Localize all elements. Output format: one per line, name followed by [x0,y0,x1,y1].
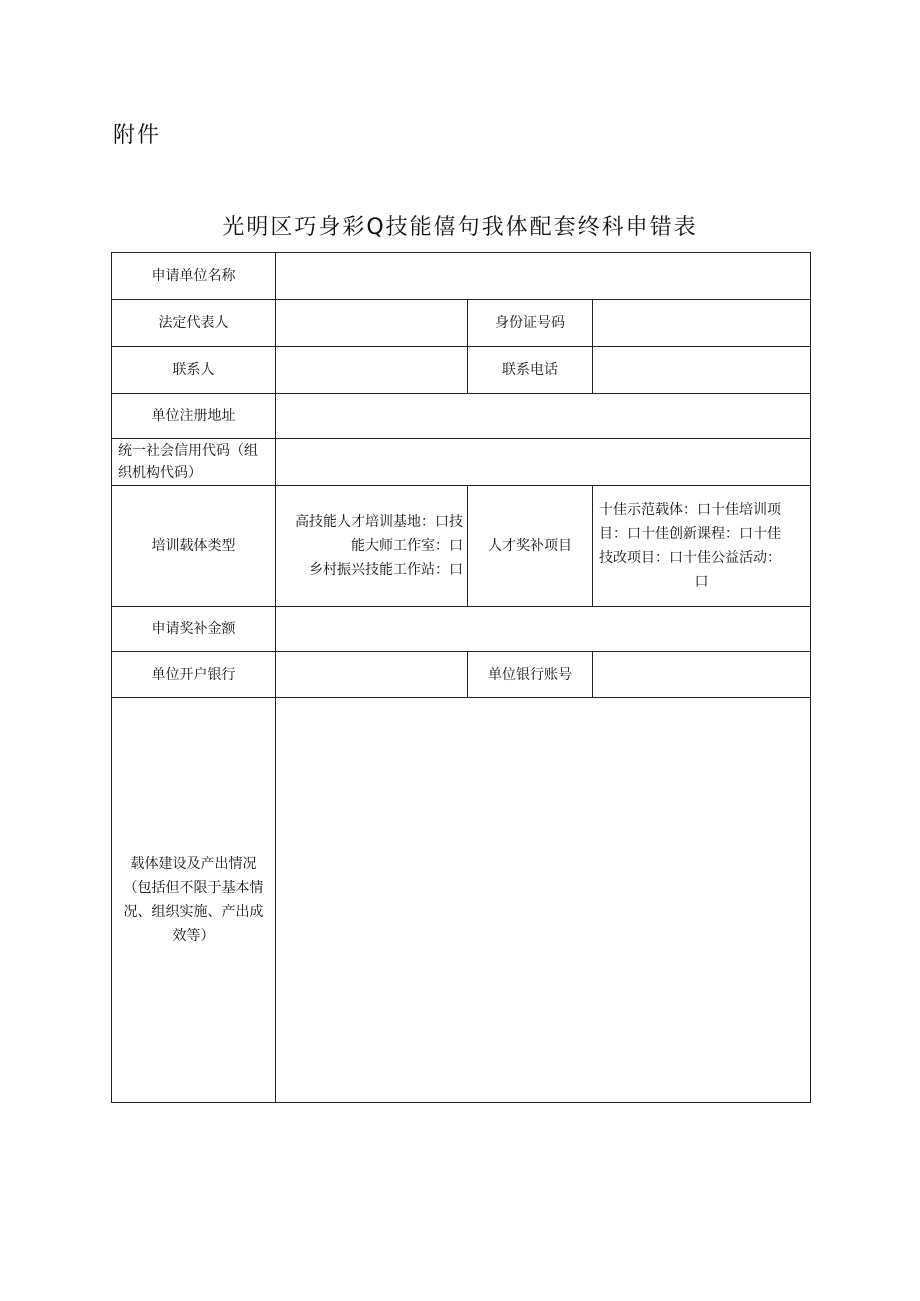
form-title: 光明区巧身彩Q技能僖句我体配套终科申错表 [222,215,698,240]
talent-project-options[interactable] [593,486,811,607]
carrier-option-line: 高技能人才培训基地：口技 [295,514,463,530]
construction-label-line: 效等） [172,928,215,944]
bank-account-field[interactable] [593,652,811,698]
attachment-label: 附件 [113,123,162,148]
id-number-field[interactable] [593,300,811,347]
talent-project-label: 人才奖补项目 [468,486,593,607]
construction-label-line: （包括但不限于基本情 [123,880,264,896]
subsidy-amount-field[interactable] [276,607,811,652]
talent-option-line: 目：口十佳创新课程：口十佳 [599,526,781,542]
table-row [112,347,811,394]
contact-field[interactable] [276,347,468,394]
talent-option-line: 十佳示范载体：口十佳培训项 [599,502,781,518]
address-label: 单位注册地址 [112,394,276,439]
bank-field[interactable] [276,652,468,698]
id-number-label: 身份证号码 [468,300,593,347]
table-row [112,652,811,698]
carrier-option-line: 能大师工作室：口 [351,538,463,554]
contact-label: 联系人 [112,347,276,394]
org-name-field[interactable] [276,253,811,300]
carrier-option-line: 乡村振兴技能工作站：口 [309,562,463,578]
table-row [112,607,811,652]
phone-field[interactable] [593,347,811,394]
address-field[interactable] [276,394,811,439]
table-row [112,394,811,439]
table-row [112,253,811,300]
talent-option-line: 口 [694,574,709,590]
credit-code-label: 统一社会信用代码（组织机构代码） [112,439,276,486]
credit-code-field[interactable] [276,439,811,486]
construction-label [112,698,276,1103]
table-row [112,698,811,1103]
application-form-table [111,252,811,1103]
construction-label-line: 况、组织实施、产出成 [123,904,264,920]
construction-field[interactable] [276,698,811,1103]
talent-option-line: 技改项目：口十佳公益活动： [599,550,781,566]
table-row [112,486,811,607]
table-row [112,439,811,486]
bank-label: 单位开户银行 [112,652,276,698]
legal-rep-label: 法定代表人 [112,300,276,347]
org-name-label: 申请单位名称 [112,253,276,300]
table-row [112,300,811,347]
carrier-type-label: 培训载体类型 [112,486,276,607]
legal-rep-field[interactable] [276,300,468,347]
carrier-type-options[interactable] [276,486,468,607]
phone-label: 联系电话 [468,347,593,394]
subsidy-amount-label: 申请奖补金额 [112,607,276,652]
construction-label-line: 载体建设及产出情况 [130,856,257,872]
bank-account-label: 单位银行账号 [468,652,593,698]
